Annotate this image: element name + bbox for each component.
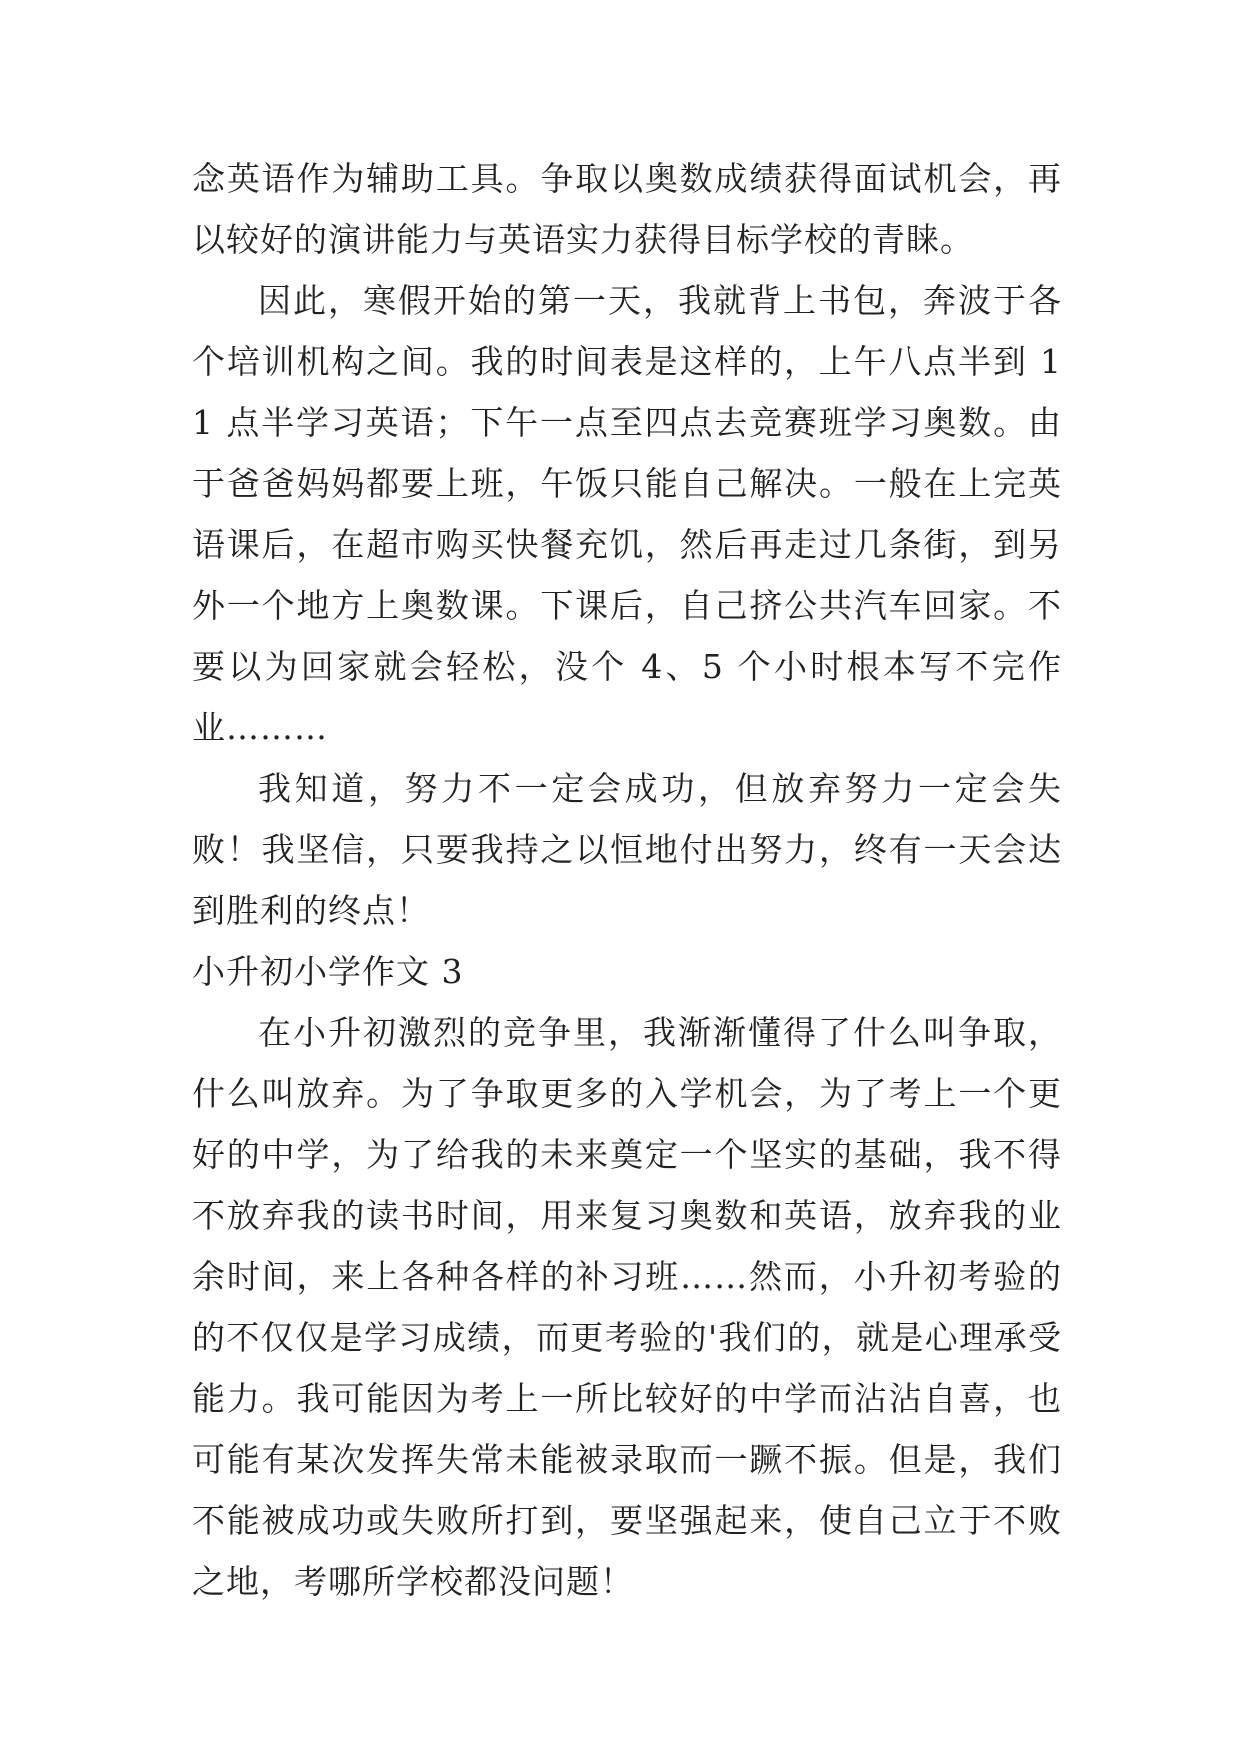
document-page (192, 148, 1062, 1612)
paragraph-1: 念英语作为辅助工具。争取以奥数成绩获得面试机会，再以较好的演讲能力与英语实力获得目标学校的青睐。 (192, 159, 1062, 259)
section-paragraph-1: 在小升初激烈的竞争里，我渐渐懂得了什么叫争取，什么叫放弃。为了争取更多的入学机会，为了考上一个更好的中学，为了给我的未来奠定一个坚实的基础，我不得不放弃我的读书时间，用来复习奥数和英语，放弃我的业余时间，来上各种各样的补习班……然而，小升初考验的的不仅仅是学习成绩，而更考验的'我们的，就是心理承受能力。我可能因为考上一所比较好的中学而沾沾自喜，也可能有某次发挥失常未能被录取而一蹶不振。但是，我们不能被成功或失败所打到，要坚强起来，使自己立于不败之地，考哪所学校都没问题！ (192, 1013, 1062, 1601)
section-title: 小升初小学作文 3 (192, 952, 464, 991)
paragraph-2: 因此，寒假开始的第一天，我就背上书包，奔波于各个培训机构之间。我的时间表是这样的，上午八点半到 11 点半学习英语；下午一点至四点去竞赛班学习奥数。由于爸爸妈妈都要上班，午饭只能自己解决。一般在上完英语课后，在超市购买快餐充饥，然后再走过几条街，到另外一个地方上奥数课。下课后，自己挤公共汽车回家。不要以为回家就会轻松，没个 4、5 个小时根本写不完作业……… (192, 281, 1062, 747)
paragraph-3: 我知道，努力不一定会成功，但放弃努力一定会失败！我坚信，只要我持之以恒地付出努力，终有一天会达到胜利的终点！ (192, 769, 1062, 930)
